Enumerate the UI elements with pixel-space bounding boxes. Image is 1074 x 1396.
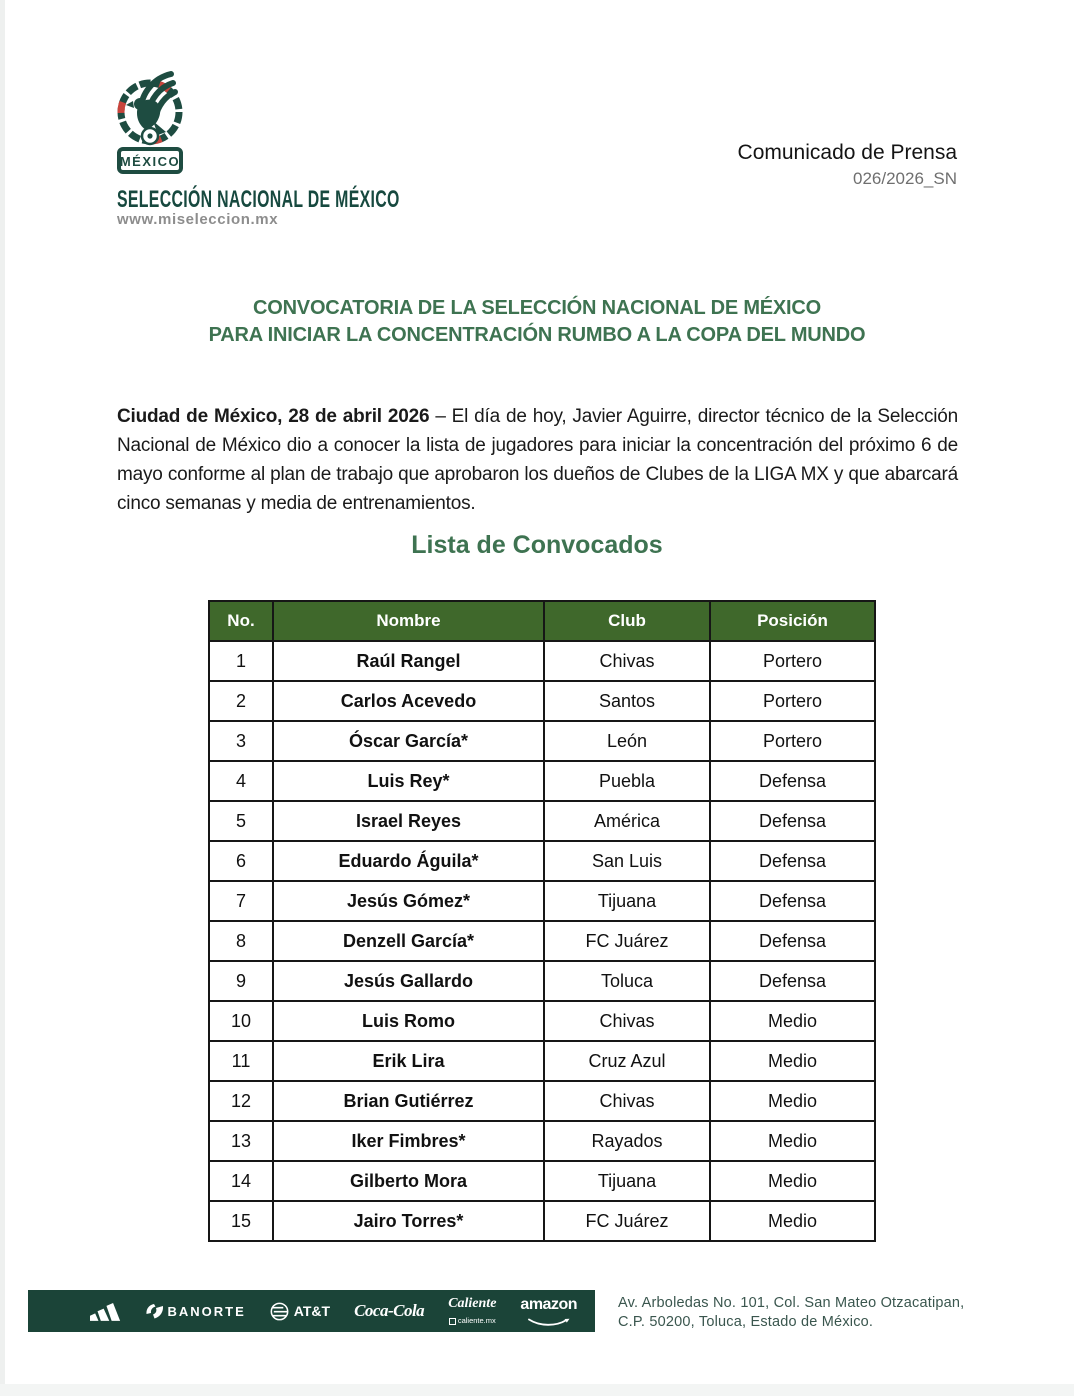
- cell-name: Raúl Rangel: [273, 641, 544, 681]
- table-row: [209, 761, 875, 801]
- cell-name: Eduardo Águila*: [273, 841, 544, 881]
- cell-number: 5: [209, 801, 273, 841]
- cell-number: 6: [209, 841, 273, 881]
- cell-name: Israel Reyes: [273, 801, 544, 841]
- cell-club: Tijuana: [544, 881, 710, 921]
- sponsor-bar: [28, 1290, 595, 1332]
- cell-name: Iker Fimbres*: [273, 1121, 544, 1161]
- cell-position: Portero: [710, 641, 875, 681]
- cell-name: Luis Rey*: [273, 761, 544, 801]
- caliente-box-icon: [449, 1318, 456, 1325]
- cell-club: Puebla: [544, 761, 710, 801]
- cell-position: Medio: [710, 1081, 875, 1121]
- cell-club: León: [544, 721, 710, 761]
- table-header-row: [209, 601, 875, 641]
- cell-club: América: [544, 801, 710, 841]
- banorte-wordmark: BANORTE: [167, 1303, 246, 1319]
- table-row: [209, 1081, 875, 1121]
- scan-edge-bottom: [0, 1384, 1074, 1396]
- cell-number: 1: [209, 641, 273, 681]
- org-name: SELECCIÓN NACIONAL DE MÉXICO: [117, 186, 400, 213]
- cell-name: Luis Romo: [273, 1001, 544, 1041]
- cell-position: Medio: [710, 1001, 875, 1041]
- cell-name: Carlos Acevedo: [273, 681, 544, 721]
- cell-number: 9: [209, 961, 273, 1001]
- cell-club: Chivas: [544, 1081, 710, 1121]
- cell-club: FC Juárez: [544, 1201, 710, 1241]
- amazon-logo: [520, 1297, 577, 1326]
- title-line-2: PARA INICIAR LA CONCENTRACIÓN RUMBO A LA COPA DEL MUNDO: [208, 324, 866, 346]
- cell-club: FC Juárez: [544, 921, 710, 961]
- table-row: [209, 1041, 875, 1081]
- cell-name: Gilberto Mora: [273, 1161, 544, 1201]
- cell-position: Defensa: [710, 841, 875, 881]
- crest-text: MÉXICO: [119, 154, 181, 169]
- amazon-wordmark: amazon: [520, 1295, 577, 1313]
- cocacola-logo: Coca-Cola: [354, 1301, 425, 1320]
- header-posicion: Posición: [710, 601, 875, 641]
- cell-position: Defensa: [710, 761, 875, 801]
- cell-position: Medio: [710, 1041, 875, 1081]
- header-club: Club: [544, 601, 710, 641]
- list-title: Lista de Convocados: [411, 531, 663, 559]
- caliente-logo: [448, 1297, 496, 1325]
- att-globe-icon: [270, 1302, 289, 1321]
- cell-name: Jesús Gómez*: [273, 881, 544, 921]
- att-logo: [270, 1302, 330, 1321]
- cell-club: Tijuana: [544, 1161, 710, 1201]
- cell-name: Denzell García*: [273, 921, 544, 961]
- fmf-crest-icon: [108, 68, 192, 176]
- fmf-crest-logo: [108, 68, 192, 181]
- scan-edge-left: [0, 0, 5, 1396]
- header-no: No.: [209, 601, 273, 641]
- table-row: [209, 721, 875, 761]
- table-row: [209, 1161, 875, 1201]
- cell-name: Jesús Gallardo: [273, 961, 544, 1001]
- cell-name: Jairo Torres*: [273, 1201, 544, 1241]
- cell-number: 11: [209, 1041, 273, 1081]
- table-row: [209, 1001, 875, 1041]
- title-line-1: CONVOCATORIA DE LA SELECCIÓN NACIONAL DE MÉXICO: [252, 297, 822, 319]
- doc-type: Comunicado de Prensa: [737, 141, 957, 164]
- table-row: [209, 921, 875, 961]
- cell-club: Cruz Azul: [544, 1041, 710, 1081]
- table-row: [209, 681, 875, 721]
- website-link[interactable]: www.miseleccion.mx: [117, 211, 279, 228]
- cell-number: 14: [209, 1161, 273, 1201]
- cell-number: 2: [209, 681, 273, 721]
- cell-number: 8: [209, 921, 273, 961]
- cell-position: Defensa: [710, 801, 875, 841]
- cell-club: Rayados: [544, 1121, 710, 1161]
- cell-club: Chivas: [544, 1001, 710, 1041]
- address-line-1: Av. Arboledas No. 101, Col. San Mateo Otzacatipan,: [618, 1295, 965, 1311]
- document-title: [0, 295, 1074, 349]
- caliente-url: caliente.mx: [457, 1316, 496, 1326]
- table-row: [209, 801, 875, 841]
- cell-position: Medio: [710, 1201, 875, 1241]
- cell-position: Portero: [710, 721, 875, 761]
- caliente-wordmark: Caliente: [448, 1296, 497, 1312]
- cell-club: San Luis: [544, 841, 710, 881]
- table-row: [209, 961, 875, 1001]
- table-row: [209, 641, 875, 681]
- cell-number: 10: [209, 1001, 273, 1041]
- amazon-smile-icon: [528, 1318, 570, 1326]
- cell-club: Chivas: [544, 641, 710, 681]
- table-row: [209, 1201, 875, 1241]
- banorte-logo: [146, 1304, 246, 1319]
- cell-number: 15: [209, 1201, 273, 1241]
- cell-number: 7: [209, 881, 273, 921]
- cell-position: Medio: [710, 1161, 875, 1201]
- cell-number: 13: [209, 1121, 273, 1161]
- players-table: [208, 600, 876, 1242]
- masthead-right: [738, 141, 957, 189]
- cell-position: Portero: [710, 681, 875, 721]
- cell-number: 3: [209, 721, 273, 761]
- cell-club: Santos: [544, 681, 710, 721]
- cell-number: 4: [209, 761, 273, 801]
- footer-address: [618, 1294, 978, 1332]
- cell-number: 12: [209, 1081, 273, 1121]
- header-nombre: Nombre: [273, 601, 544, 641]
- table-row: [209, 881, 875, 921]
- cell-club: Toluca: [544, 961, 710, 1001]
- table-row: [209, 841, 875, 881]
- table-row: [209, 1121, 875, 1161]
- dateline: Ciudad de México, 28 de abril 2026: [117, 406, 430, 427]
- cell-name: Erik Lira: [273, 1041, 544, 1081]
- cell-name: Brian Gutiérrez: [273, 1081, 544, 1121]
- adidas-logo-icon: [90, 1301, 122, 1322]
- cell-position: Defensa: [710, 921, 875, 961]
- cell-position: Defensa: [710, 881, 875, 921]
- att-wordmark: AT&T: [293, 1303, 331, 1319]
- doc-number: 026/2026_SN: [853, 169, 957, 188]
- lead-paragraph: [117, 402, 958, 518]
- cell-position: Medio: [710, 1121, 875, 1161]
- cell-name: Óscar García*: [273, 721, 544, 761]
- cell-position: Defensa: [710, 961, 875, 1001]
- address-line-2: C.P. 50200, Toluca, Estado de México.: [618, 1314, 874, 1330]
- lead-text: – El día de hoy, Javier Aguirre, director técnico de la Selección Nacional de México dio a conocer la lista de jugadores para iniciar la concentración del próximo 6 de mayo conforme al plan de trabajo que aprobaron los dueños de Clubes de la LIGA MX y que abarcará cinco semanas y media de entrenamientos.: [117, 406, 958, 514]
- banorte-mark-icon: [146, 1304, 163, 1319]
